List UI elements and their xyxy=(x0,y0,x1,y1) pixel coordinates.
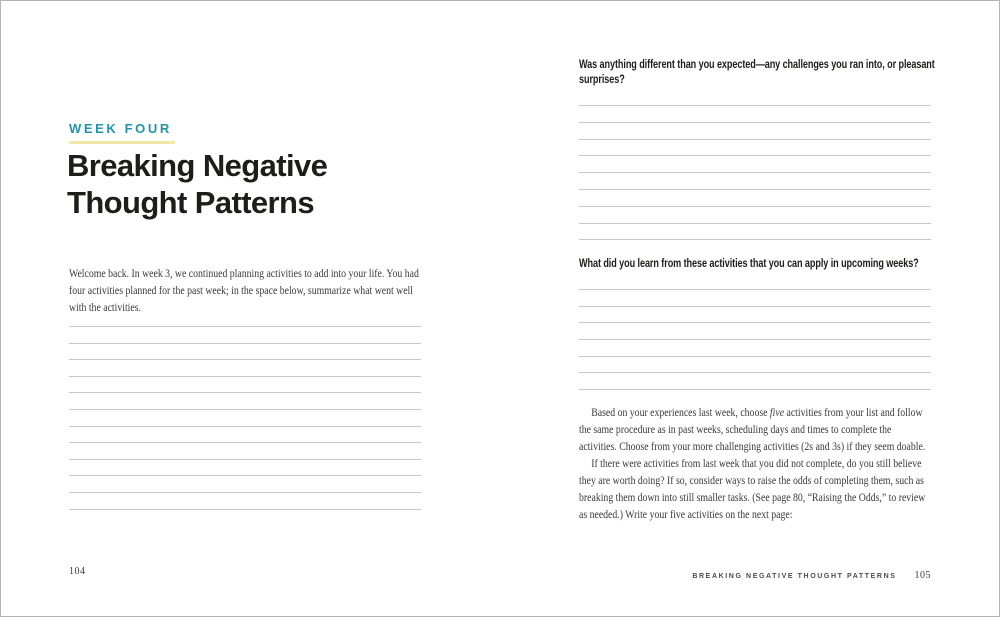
chapter-title-line-2: Thought Patterns xyxy=(67,185,314,220)
ruled-line xyxy=(69,343,421,344)
ruled-line xyxy=(579,172,931,173)
question-1: Was anything different than you expected—any challenges you ran into, or pleasant surprises? xyxy=(579,59,935,86)
para1-after: activities from your list and follow the same procedure as in past weeks, scheduling days and times to complete the activities. Choose from your more challenging activities (2s and 3s) if they seem doable. xyxy=(579,405,926,453)
ruled-line xyxy=(69,475,421,476)
ruled-line xyxy=(579,322,931,323)
writing-lines-left xyxy=(69,326,421,510)
ruled-line xyxy=(579,339,931,340)
instructions-block xyxy=(579,404,931,523)
ruled-line xyxy=(579,122,931,123)
para1-emphasis: five xyxy=(769,405,785,419)
ruled-line xyxy=(579,206,931,207)
page-number-right: 105 xyxy=(914,570,931,581)
ruled-line xyxy=(69,442,421,443)
ruled-line xyxy=(69,509,421,510)
ruled-line xyxy=(69,426,421,427)
writing-lines-question-2 xyxy=(579,289,931,390)
running-head-title: BREAKING NEGATIVE THOUGHT PATTERNS xyxy=(692,573,897,580)
instructions-paragraph-1 xyxy=(579,404,931,455)
ruled-line xyxy=(579,189,931,190)
ruled-line xyxy=(579,289,931,290)
ruled-line xyxy=(69,326,421,327)
ruled-line xyxy=(69,376,421,377)
chapter-title xyxy=(67,147,327,221)
ruled-line xyxy=(579,356,931,357)
ruled-line xyxy=(579,155,931,156)
kicker-underline-accent xyxy=(69,141,175,144)
question-2: What did you learn from these activities that you can apply in upcoming weeks? xyxy=(579,258,919,270)
ruled-line xyxy=(579,372,931,373)
chapter-title-line-1: Breaking Negative xyxy=(67,148,328,183)
ruled-line xyxy=(579,306,931,307)
week-kicker-label: WEEK FOUR xyxy=(69,121,172,136)
ruled-line xyxy=(579,389,931,390)
footer-right xyxy=(579,565,931,583)
ruled-line xyxy=(69,359,421,360)
ruled-line xyxy=(579,239,931,240)
ruled-line xyxy=(69,409,421,410)
ruled-line xyxy=(579,223,931,224)
ruled-line xyxy=(69,459,421,460)
ruled-line xyxy=(579,105,931,106)
ruled-line xyxy=(579,139,931,140)
ruled-line xyxy=(69,392,421,393)
page-number-left: 104 xyxy=(69,566,86,577)
para1-before: Based on your experiences last week, choose xyxy=(591,405,770,419)
instructions-paragraph-2: If there were activities from last week that you did not complete, do you still believe they are worth doing? If so, consider ways to raise the odds of completing them, such as breaking them down into still smaller tasks. (See page 80, “Raising the Odds,” to review as needed.) Write your five activities on the next page: xyxy=(579,456,926,521)
writing-lines-question-1 xyxy=(579,105,931,240)
ruled-line xyxy=(69,492,421,493)
intro-paragraph: Welcome back. In week 3, we continued planning activities to add into your life. You had four activities planned for the past week; in the space below, summarize what went well with the activities. xyxy=(69,266,419,314)
